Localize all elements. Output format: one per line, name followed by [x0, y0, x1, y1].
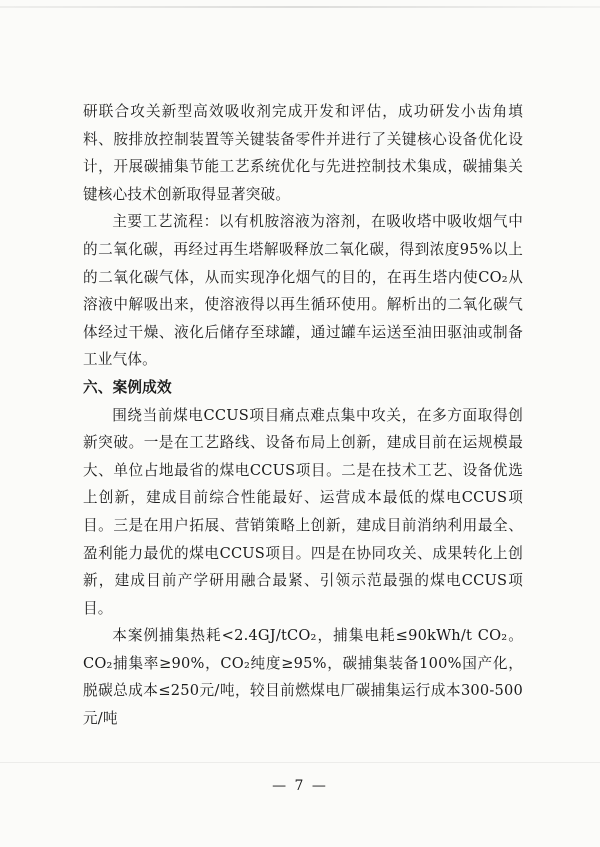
scan-artifact-top: [0, 6, 600, 8]
paragraph-innovation: 围绕当前煤电CCUS项目痛点难点集中攻关，在多方面取得创新突破。一是在工艺路线、设备布局上创新，建成目前在运规模最大、单位占地最省的煤电CCUS项目。二是在技术工艺、设备优选上创新，建成目前综合性能最好、运营成本最低的煤电CCUS项目。三是在用户拓展、营销策略上创新，建成目前消纳利用最全、盈利能力最优的煤电CCUS项目。四是在协同攻关、成果转化上创新，建成目前产学研用融合最紧、引领示范最强的煤电CCUS项目。: [83, 406, 523, 617]
scan-artifact-bottom: [0, 762, 600, 763]
section-heading-case-results: 六、案例成效: [83, 378, 172, 396]
paragraph-continuation: 研联合攻关新型高效吸收剂完成开发和评估，成功研发小齿角填料、胺排放控制装置等关键装备零件并进行了关键核心设备优化设计，开展碳捕集节能工艺系统优化与先进控制技术集成，碳捕集关键核心技术创新取得显著突破。: [83, 103, 523, 203]
document-body: [83, 98, 523, 733]
page-number: — 7 —: [272, 778, 328, 794]
paragraph-metrics: 本案例捕集热耗<2.4GJ/tCO₂，捕集电耗≤90kWh/t CO₂。CO₂捕集率≥90%，CO₂纯度≥95%，碳捕集装备100%国产化，脱碳总成本≤250元/吨，较目前燃煤电厂碳捕集运行成本300-500元/吨: [83, 627, 523, 728]
paragraph-process-flow: 主要工艺流程：以有机胺溶液为溶剂，在吸收塔中吸收烟气中的二氧化碳，再经过再生塔解吸释放二氧化碳，得到浓度95%以上的二氧化碳气体，从而实现净化烟气的目的，在再生塔内使CO₂从溶液中解吸出来，使溶液得以再生循环使用。解析出的二氧化碳气体经过干燥、液化后储存至球罐，通过罐车运送至油田驱油或制备工业气体。: [83, 213, 523, 369]
